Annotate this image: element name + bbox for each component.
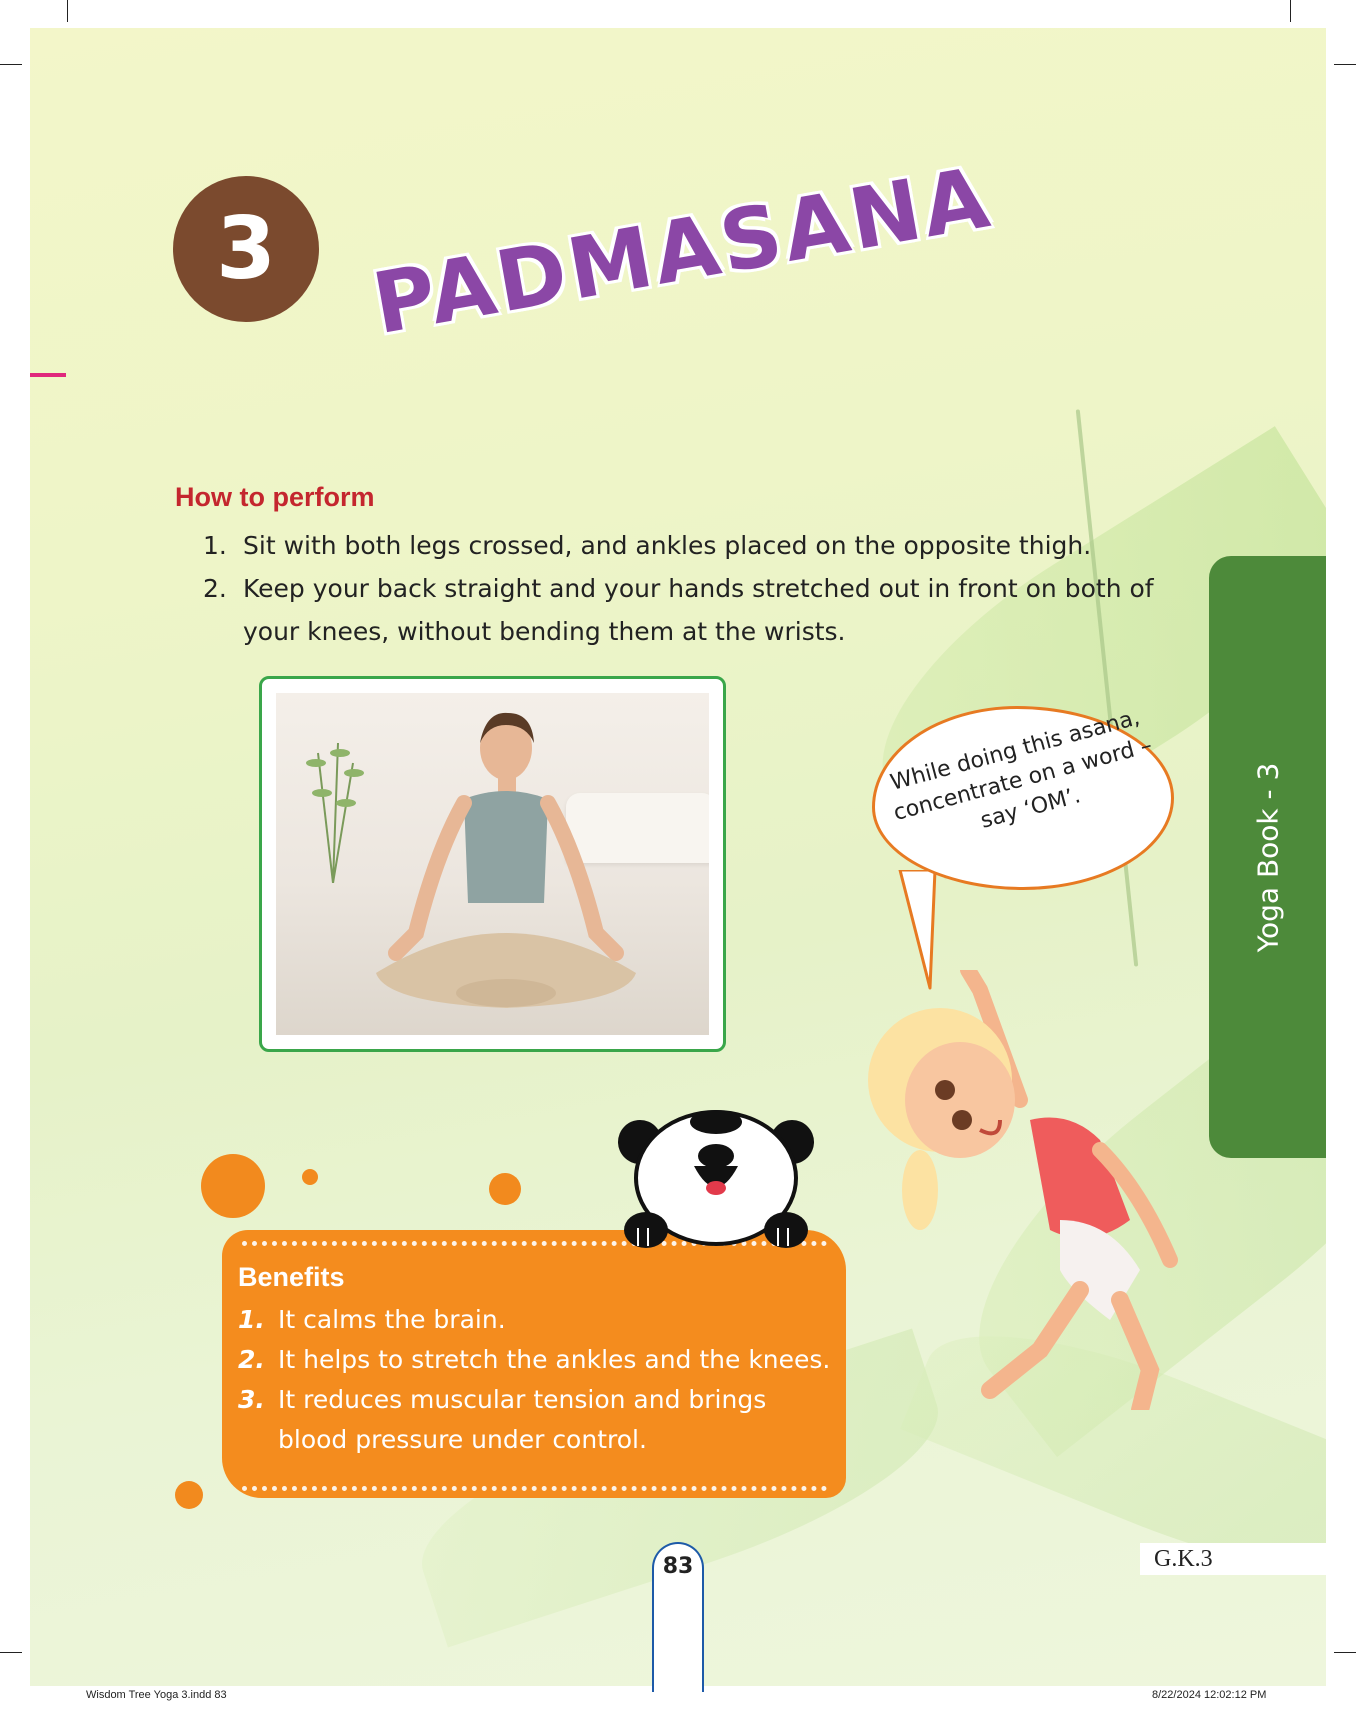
meditating-woman-illustration	[336, 703, 676, 1023]
margin-marker	[30, 373, 66, 377]
crop-mark	[67, 0, 68, 22]
chapter-title: PADMASANA	[365, 148, 999, 354]
series-tag: G.K.3	[1140, 1543, 1326, 1575]
print-slug-timestamp: 8/22/2024 12:02:12 PM	[1152, 1689, 1267, 1701]
panda-illustration	[616, 1108, 816, 1248]
benefit-text: It helps to stretch the ankles and the knees.	[278, 1345, 831, 1374]
benefit-text: It calms the brain.	[278, 1305, 506, 1334]
decorative-dot	[175, 1481, 203, 1509]
decorative-dot	[201, 1154, 265, 1218]
benefit-text: It reduces muscular tension and brings blood pressure under control.	[278, 1385, 767, 1454]
steps-list	[203, 524, 1193, 653]
list-item	[238, 1340, 838, 1380]
benefit-number: 3.	[238, 1385, 265, 1414]
crop-mark	[0, 1652, 22, 1653]
page-number: 83	[662, 1554, 694, 1579]
step-number: 1.	[203, 531, 227, 560]
decorative-dot	[302, 1169, 318, 1185]
benefit-number: 1.	[238, 1305, 265, 1334]
crop-mark	[1290, 0, 1291, 22]
list-item	[203, 524, 1193, 567]
print-slug-file: Wisdom Tree Yoga 3.indd 83	[86, 1689, 227, 1701]
side-tab-label: Yoga Book - 3	[1251, 762, 1285, 952]
list-item	[238, 1300, 838, 1340]
speech-bubble-text: While doing this asana, concentrate on a word – say ‘OM’.	[887, 705, 1155, 834]
step-text: Keep your back straight and your hands stretched out in front on both of your knees, without bending them at the wrists.	[243, 574, 1154, 646]
list-item	[203, 567, 1193, 653]
benefits-list	[238, 1300, 838, 1460]
step-number: 2.	[203, 574, 227, 603]
decorative-dot	[489, 1173, 521, 1205]
crop-mark	[1334, 64, 1356, 65]
crop-mark	[1334, 1652, 1356, 1653]
pose-photo-frame	[259, 676, 726, 1052]
girl-stretching-illustration	[850, 970, 1230, 1410]
list-item	[238, 1380, 838, 1460]
crop-mark	[0, 64, 22, 65]
benefit-number: 2.	[238, 1345, 265, 1374]
chapter-number: 3	[216, 199, 276, 299]
chapter-number-badge	[173, 176, 319, 322]
benefits-heading: Benefits	[238, 1262, 345, 1292]
dotted-border	[242, 1486, 827, 1491]
how-to-perform-heading: How to perform	[175, 482, 375, 512]
padmasana-photo	[276, 693, 709, 1035]
step-text: Sit with both legs crossed, and ankles placed on the opposite thigh.	[243, 531, 1092, 560]
